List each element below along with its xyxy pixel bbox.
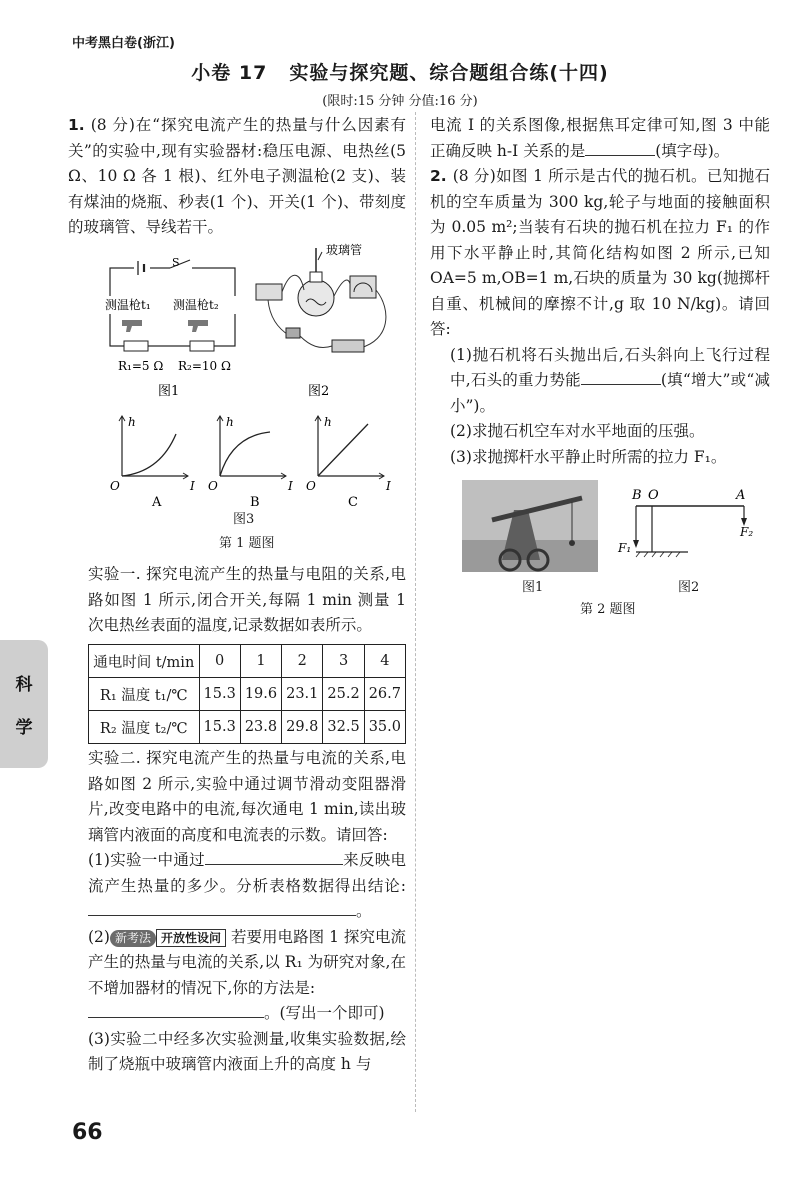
new-method-badge: 新考法 xyxy=(110,930,156,947)
table-row-label: R₁ 温度 t₁/℃ xyxy=(89,678,200,711)
q1-sub3-cont-b: (填字母)。 xyxy=(655,141,730,160)
table-row xyxy=(89,711,406,744)
q1-sub1-a: (1)实验一中通过 xyxy=(88,851,205,869)
subject-char-2: 学 xyxy=(15,718,33,738)
q2-sub3: (3)求抛掷杆水平静止时所需的拉力 F₁。 xyxy=(450,447,727,466)
open-question-badge: 开放性设问 xyxy=(156,929,226,947)
q2-sub1-b: (填“增大”或“减小”)。 xyxy=(450,371,770,415)
q1-sub1-end: 。 xyxy=(356,902,372,920)
table-cell: 15.3 xyxy=(199,711,240,744)
q1-intro: (8 分)在“探究电流产生的热量与什么因素有关”的实验中,现有实验器材:稳压电源、电热丝(5 Ω、10 Ω 各 1 根)、红外电子测温枪(2 支)、装有煤油的烧瓶、秒表(1 个)、开关(1 个)、带刻度的玻璃管、导线若干。 xyxy=(68,116,406,236)
table-cell: 15.3 xyxy=(199,678,240,711)
thermometer-gun-icon xyxy=(188,320,208,332)
q1-figure-2 xyxy=(250,240,400,398)
answer-blank-3[interactable] xyxy=(88,1003,264,1018)
table-cell: 4 xyxy=(364,645,405,678)
gun2-label: 测温枪t₂ xyxy=(173,298,219,312)
table-cell: 0 xyxy=(199,645,240,678)
q2-figure-1-photo xyxy=(462,480,598,572)
table-row-label: R₂ 温度 t₂/℃ xyxy=(89,711,200,744)
power-supply-icon xyxy=(256,284,282,300)
graph-origin-label: O xyxy=(306,479,316,493)
table-cell: 29.8 xyxy=(282,711,323,744)
graph-y-label: h xyxy=(128,415,136,429)
fig3-caption: 图3 xyxy=(233,512,255,527)
graph-y-label: h xyxy=(324,415,332,429)
switch-icon xyxy=(286,328,300,338)
exp1-text: 实验一. 探究电流产生的热量与电阻的关系,电路如图 1 所示,闭合开关,每隔 1 min 测量 1 次电热丝表面的温度,记录数据如表所示。 xyxy=(88,565,406,634)
column-divider xyxy=(415,112,416,1112)
table-cell: 32.5 xyxy=(323,711,364,744)
table-cell: 35.0 xyxy=(364,711,405,744)
q2-intro: (8 分)如图 1 所示是古代的抛石机。已知抛石机的空车质量为 300 kg,轮子与地面的接触面积为 0.05 m²;当装有石块的抛石机在拉力 F₁ 的作用下水平静止时,其简化结构如图 2 所示,已知 OA=5 m,OB=1 m,石块的质量为 30 kg(抛掷杆自重、机械间的摩擦不计,g 取 10 N/kg)。请回答: xyxy=(430,167,770,338)
q1-figure-1 xyxy=(100,258,245,398)
graph-x-label: I xyxy=(386,479,391,493)
q2-number: 2. xyxy=(430,167,447,185)
graph-x-label: I xyxy=(190,479,195,493)
q1-number: 1. xyxy=(68,116,85,134)
page-number: 66 xyxy=(72,1120,103,1145)
table-cell: 26.7 xyxy=(364,678,405,711)
table-cell: 23.8 xyxy=(240,711,281,744)
q1-figure-caption: 第 1 题图 xyxy=(219,536,275,551)
point-o-label: O xyxy=(648,488,659,503)
q2-sub1-a: (1)抛石机将石头抛出后,石头斜向上飞行过程中,石头的重力势能 xyxy=(450,345,770,389)
q1-experiment-2 xyxy=(88,746,406,1078)
answer-blank-5[interactable] xyxy=(581,370,661,385)
question-1 xyxy=(68,113,406,241)
fig2-caption: 图2 xyxy=(308,384,330,399)
graph-curve-C xyxy=(318,424,368,476)
force-f2-label: F₂ xyxy=(740,525,754,539)
answer-blank-1[interactable] xyxy=(205,850,343,865)
point-b-label: B xyxy=(632,488,642,503)
graph-origin-label: O xyxy=(110,479,120,493)
question-2 xyxy=(430,164,770,470)
table-row-label: 通电时间 t/min xyxy=(89,645,200,678)
q1-sub2-end: 。(写出一个即可) xyxy=(264,1004,385,1022)
table-row xyxy=(89,678,406,711)
q2-figure-2-lever xyxy=(612,486,762,568)
q2-fig2-caption: 图2 xyxy=(678,580,700,595)
thermometer-gun-icon xyxy=(122,320,142,332)
q1-sub3-continued xyxy=(430,113,770,164)
fig1-caption: 图1 xyxy=(158,384,180,399)
subject-char-1: 科 xyxy=(15,675,33,695)
answer-blank-4[interactable] xyxy=(585,141,655,156)
graph-caption: A xyxy=(152,495,162,510)
point-a-label: A xyxy=(736,488,746,503)
ammeter-icon xyxy=(350,276,376,298)
q2-fig1-caption: 图1 xyxy=(522,580,544,595)
switch-label: S xyxy=(172,256,180,269)
graph-caption: B xyxy=(250,495,260,510)
q1-sub2-prefix: (2) xyxy=(88,927,110,946)
page-title xyxy=(0,58,800,85)
table-cell: 19.6 xyxy=(240,678,281,711)
table-cell: 23.1 xyxy=(282,678,323,711)
q1-sub1-b: 来反映电流产生热量的多少。分析表格数据得出结论: xyxy=(88,851,406,895)
rheostat-icon xyxy=(332,340,364,352)
q2-figure-caption: 第 2 题图 xyxy=(580,602,636,617)
q1-sub3-cont-a: 电流 I 的关系图像,根据焦耳定律可知,图 3 中能正确反映 h-I 关系的是 xyxy=(430,116,770,160)
table-cell: 2 xyxy=(282,645,323,678)
graph-x-label: I xyxy=(288,479,293,493)
q1-experiment-1 xyxy=(88,562,406,639)
q1-sub2-text: 若要用电路图 1 探究电流产生的热量与电流的关系,以 R₁ 为研究对象,在不增加器材的情况下,你的方法是: xyxy=(88,927,407,997)
graph-caption: C xyxy=(348,495,358,510)
table-header-row xyxy=(89,645,406,678)
title-text: 实验与探究题、综合题组合练(十四) xyxy=(289,62,609,84)
r1-label: R₁=5 Ω xyxy=(118,359,164,373)
subject-side-tab xyxy=(0,640,48,768)
graph-y-label: h xyxy=(226,415,234,429)
exp2-text: 实验二. 探究电流产生的热量与电流的关系,电路如图 2 所示,实验中通过调节滑动变阻器滑片,改变电路中的电流,每次通电 1 min,读出玻璃管内液面的高度和电流表的示数。请回答: xyxy=(88,749,406,844)
q2-sub2: (2)求抛石机空车对水平地面的压强。 xyxy=(450,422,705,440)
series-label: 中考黑白卷(浙江) xyxy=(72,36,175,51)
table-cell: 1 xyxy=(240,645,281,678)
q1-sub3: (3)实验二中经多次实验测量,收集实验数据,绘制了烧瓶中玻璃管内液面上升的高度 h 与 xyxy=(88,1029,406,1073)
glass-tube-label: 玻璃管 xyxy=(326,243,363,257)
r2-label: R₂=10 Ω xyxy=(178,359,231,373)
title-number: 小卷 17 xyxy=(191,62,268,84)
table-cell: 3 xyxy=(323,645,364,678)
q1-data-table xyxy=(88,644,406,744)
graph-origin-label: O xyxy=(208,479,218,493)
graph-curve-A xyxy=(122,434,176,476)
gun1-label: 测温枪t₁ xyxy=(105,298,151,312)
q1-figure-3 xyxy=(100,408,391,510)
force-f1-label: F₁ xyxy=(618,541,632,555)
time-limit: (限时:15 分钟 分值:16 分) xyxy=(322,94,478,109)
table-cell: 25.2 xyxy=(323,678,364,711)
answer-blank-2[interactable] xyxy=(88,901,356,916)
graph-curve-B xyxy=(220,432,270,476)
